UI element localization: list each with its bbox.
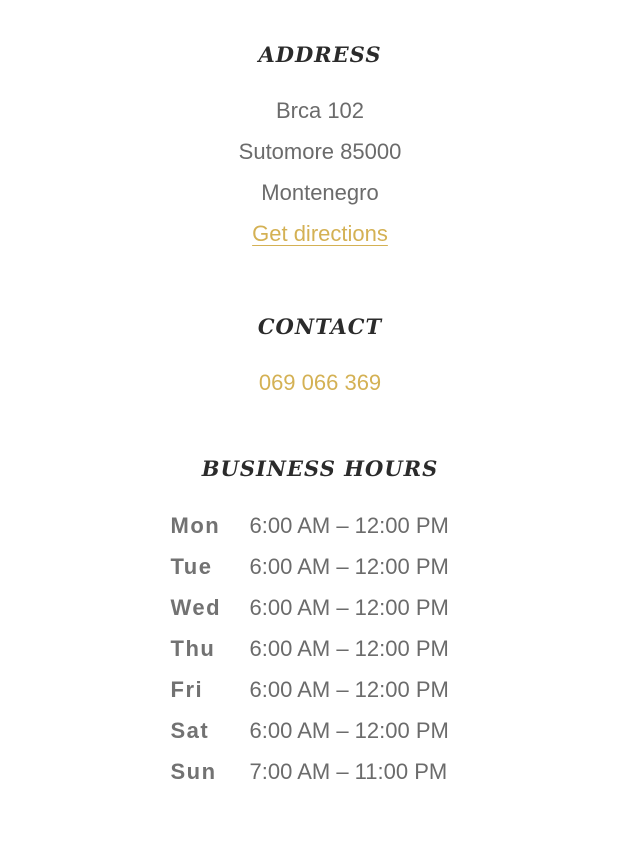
hours-time: 6:00 AM – 12:00 PM bbox=[249, 635, 449, 661]
business-hours-section bbox=[0, 456, 640, 792]
hours-row-tue bbox=[171, 546, 470, 587]
hours-time: 7:00 AM – 11:00 PM bbox=[249, 758, 448, 784]
hours-row-sat bbox=[171, 710, 470, 751]
contact-heading: CONTACT bbox=[257, 314, 383, 339]
hours-day: Mon bbox=[170, 512, 221, 538]
hours-day: Tue bbox=[170, 553, 213, 579]
hours-row-sun bbox=[171, 751, 470, 792]
hours-day: Fri bbox=[170, 676, 204, 702]
get-directions-link[interactable]: Get directions bbox=[252, 221, 388, 246]
contact-section bbox=[0, 314, 640, 398]
hours-row-wed bbox=[171, 587, 470, 628]
address-section bbox=[0, 42, 640, 249]
address-street: Brca 102 bbox=[275, 98, 365, 123]
address-heading: ADDRESS bbox=[258, 42, 382, 67]
hours-time: 6:00 AM – 12:00 PM bbox=[249, 553, 449, 579]
business-hours-heading: BUSINESS HOURS bbox=[201, 456, 439, 481]
phone-link[interactable]: 069 066 369 bbox=[258, 370, 382, 395]
hours-time: 6:00 AM – 12:00 PM bbox=[249, 717, 449, 743]
hours-time: 6:00 AM – 12:00 PM bbox=[249, 594, 449, 620]
business-hours-table bbox=[171, 505, 470, 792]
hours-row-mon bbox=[171, 505, 470, 546]
hours-time: 6:00 AM – 12:00 PM bbox=[249, 512, 449, 538]
hours-time: 6:00 AM – 12:00 PM bbox=[249, 676, 449, 702]
address-country: Montenegro bbox=[261, 180, 379, 205]
hours-day: Thu bbox=[170, 635, 216, 661]
hours-row-thu bbox=[171, 628, 470, 669]
address-city-postcode: Sutomore 85000 bbox=[238, 139, 402, 164]
hours-day: Sat bbox=[170, 717, 210, 743]
hours-row-fri bbox=[171, 669, 470, 710]
hours-day: Wed bbox=[170, 594, 222, 620]
hours-day: Sun bbox=[170, 758, 217, 784]
address-lines bbox=[0, 90, 640, 213]
